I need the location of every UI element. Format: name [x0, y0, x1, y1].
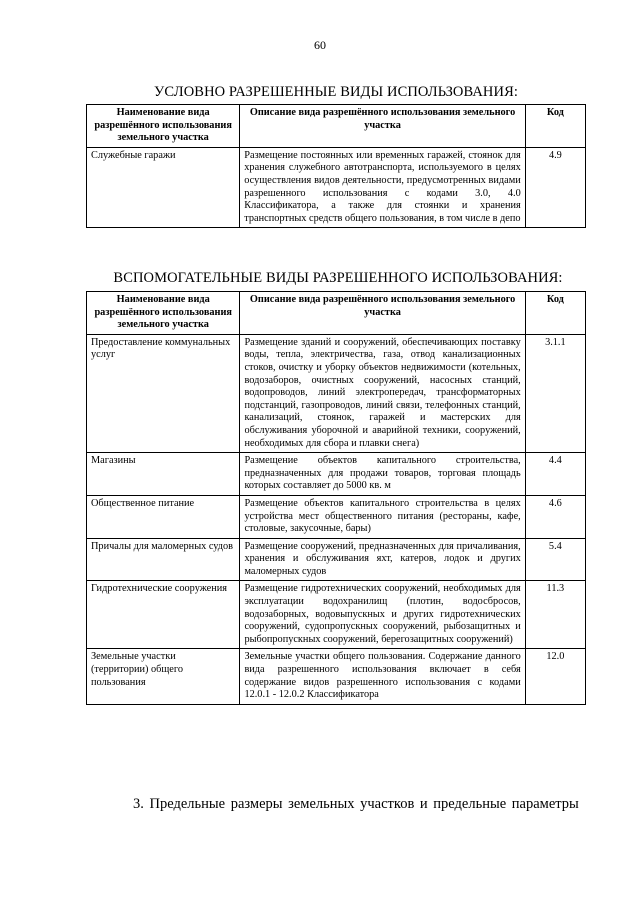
- page-number: 60: [314, 38, 326, 52]
- auxiliary-uses-heading: ВСПОМОГАТЕЛЬНЫЕ ВИДЫ РАЗРЕШЕННОГО ИСПОЛЬЗОВАНИЯ:: [113, 270, 563, 286]
- use-code: 5.4: [525, 538, 585, 581]
- use-name: Причалы для маломерных судов: [87, 538, 240, 581]
- use-description: Размещение сооружений, предназначенных для причаливания, хранения и обслуживания яхт, катеров, лодок и других маломерных судов: [240, 538, 525, 581]
- auxiliary-uses-table: [86, 291, 586, 705]
- use-name: Общественное питание: [87, 495, 240, 538]
- header-code: Код: [525, 292, 585, 335]
- section-3-heading: 3. Предельные размеры земельных участков и предельные параметры: [133, 796, 579, 812]
- use-code: 4.4: [525, 453, 585, 496]
- header-name: Наименование вида разрешённого использования земельного участка: [87, 105, 240, 148]
- table-row: [87, 453, 586, 496]
- use-description: Земельные участки общего пользования. Содержание данного вида разрешенного использования включает в себя содержание видов разрешенного использования с кодами 12.0.1 - 12.0.2 Классификатора: [240, 649, 525, 704]
- use-name: Служебные гаражи: [87, 147, 240, 228]
- use-description: Размещение постоянных или временных гаражей, стоянок для хранения служебного автотранспорта, используемого в целях осуществления видов деятельности, предусмотренных видами разрешенного использования с кодами 3.0, 4.0 Классификатора, а также для стоянки и хранения транспортных средств общего пользования, в том числе в депо: [240, 147, 525, 228]
- use-description: Размещение объектов капитального строительства в целях устройства мест общественного питания (рестораны, кафе, столовые, закусочные, бары): [240, 495, 525, 538]
- use-code: 12.0: [525, 649, 585, 704]
- table-row: [87, 581, 586, 649]
- table-row: [87, 147, 586, 228]
- use-name: Земельные участки (территории) общего пользования: [87, 649, 240, 704]
- use-code: 4.6: [525, 495, 585, 538]
- use-name: Предоставление коммунальных услуг: [87, 334, 240, 452]
- table-row: [87, 538, 586, 581]
- use-name: Магазины: [87, 453, 240, 496]
- header-code: Код: [525, 105, 585, 148]
- table-row: [87, 649, 586, 704]
- header-description: Описание вида разрешённого использования земельного участка: [240, 292, 525, 335]
- header-name: Наименование вида разрешённого использования земельного участка: [87, 292, 240, 335]
- use-code: 3.1.1: [525, 334, 585, 452]
- use-code: 11.3: [525, 581, 585, 649]
- use-name: Гидротехнические сооружения: [87, 581, 240, 649]
- use-description: Размещение зданий и сооружений, обеспечивающих поставку воды, тепла, электричества, газа, отвод канализационных стоков, очистку и уборку объектов недвижимости (котельных, водозаборов, очистных сооружений, насосных станций, водопроводов, линий электропередач, трансформаторных подстанций, газопроводов, линий связи, телефонных станций, канализаций, стоянок, гаражей и мастерских для обслуживания уборочной и аварийной техники, сооружений, необходимых для сбора и плавки снега): [240, 334, 525, 452]
- table-row: [87, 334, 586, 452]
- conditional-uses-table: [86, 104, 586, 228]
- use-code: 4.9: [525, 147, 585, 228]
- header-description: Описание вида разрешённого использования земельного участка: [240, 105, 525, 148]
- conditional-uses-heading: УСЛОВНО РАЗРЕШЕННЫЕ ВИДЫ ИСПОЛЬЗОВАНИЯ:: [154, 84, 518, 100]
- use-description: Размещение объектов капитального строительства, предназначенных для продажи товаров, торговая площадь которых составляет до 5000 кв. м: [240, 453, 525, 496]
- table-header-row: [87, 105, 586, 148]
- table-row: [87, 495, 586, 538]
- use-description: Размещение гидротехнических сооружений, необходимых для эксплуатации водохранилищ (плотин, водосбросов, водозаборных, водовыпускных и других гидротехнических сооружений, судопропускных сооружений, рыбозащитных и рыбопропускных сооружений, берегозащитных сооружений): [240, 581, 525, 649]
- table-header-row: [87, 292, 586, 335]
